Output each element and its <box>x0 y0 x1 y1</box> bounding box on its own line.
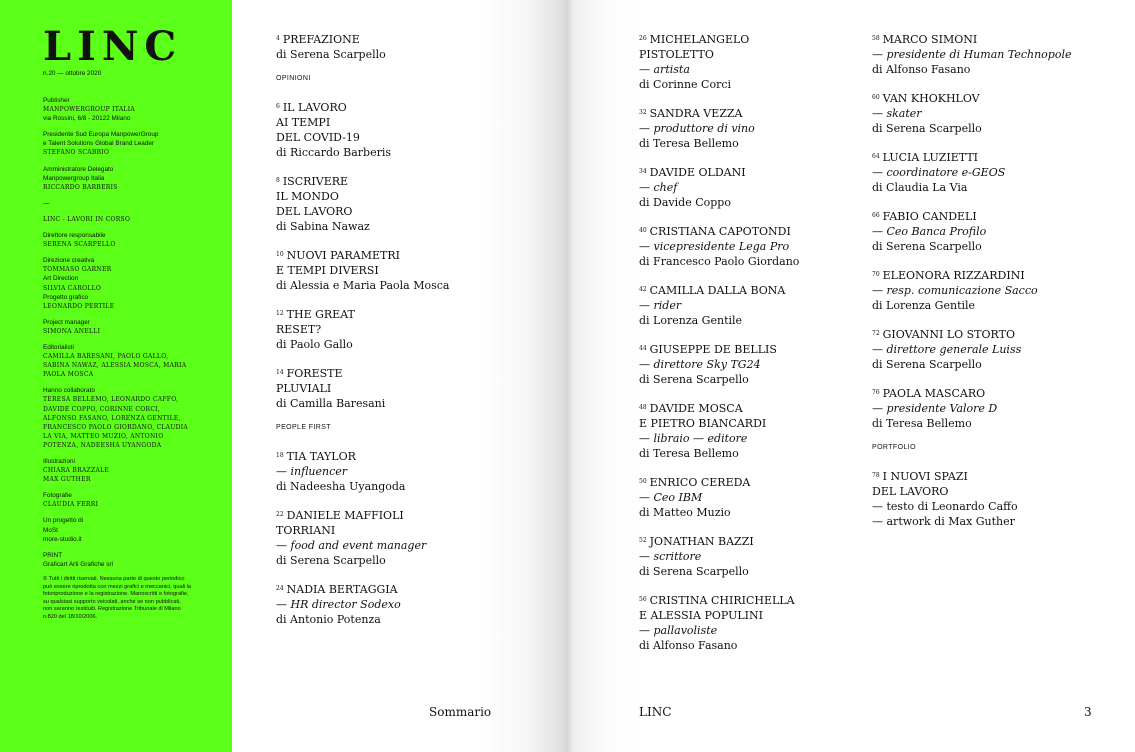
toc-entry[interactable] <box>872 469 1102 529</box>
toc-title-text: VAN KHOKHLOV <box>882 92 980 105</box>
toc-title-text: MARCO SIMONI <box>882 33 978 46</box>
toc-entry-byline: di Serena Scarpello <box>639 373 749 386</box>
toc-entry-role: — libraio — editore <box>639 432 748 445</box>
toc-entry-byline: di Matteo Muzio <box>639 506 731 519</box>
colophon-line: RICCARDO BARBERIS <box>43 183 118 191</box>
toc-entry-title <box>639 342 859 357</box>
toc-entry-role: — Ceo IBM <box>639 491 703 504</box>
footer-section-label: Sommario <box>429 705 492 719</box>
toc-entry[interactable] <box>639 165 859 210</box>
toc-entry-title <box>276 307 516 337</box>
magazine-logo: LINC <box>43 23 183 70</box>
colophon-line: Direzione creativa <box>43 257 95 265</box>
colophon-line: CAMILLA BARESANI, PAOLO GALLO, <box>43 353 169 361</box>
colophon-line: LA VIA, MATTEO MUZIO, ANTONIO <box>43 432 164 440</box>
toc-title-text: LUCIA LUZIETTI <box>882 151 979 164</box>
toc-title-text: DAVIDE OLDANI <box>649 166 746 179</box>
toc-entry-role: — direttore Sky TG24 <box>639 358 761 371</box>
colophon-line: PAOLA MOSCA <box>43 371 94 379</box>
toc-entry-byline: di Riccardo Barberis <box>276 146 392 159</box>
colophon-block <box>43 491 193 509</box>
colophon-block <box>43 318 193 336</box>
page-gutter <box>566 0 574 752</box>
toc-page-number: 44 <box>639 345 647 352</box>
toc-entry[interactable] <box>276 32 516 62</box>
toc-entry-title <box>872 327 1102 342</box>
toc-entry-role: — scrittore <box>639 550 702 563</box>
toc-entry[interactable] <box>276 174 516 234</box>
toc-title-text: ISCRIVERE IL MONDO DEL LAVORO <box>276 175 353 218</box>
toc-page-number: 42 <box>639 286 647 293</box>
toc-page-number: 24 <box>276 585 284 592</box>
colophon-block <box>43 256 193 311</box>
toc-entry-role: — influencer <box>276 465 348 478</box>
colophon-line: Manpowergroup Italia <box>43 174 105 182</box>
toc-title-text: PREFAZIONE <box>282 33 360 46</box>
toc-entry[interactable] <box>639 342 859 387</box>
toc-entry[interactable] <box>872 32 1102 77</box>
toc-page-number: 66 <box>872 212 880 219</box>
toc-entry-title <box>276 508 516 538</box>
toc-entry-title <box>872 386 1102 401</box>
colophon-line: Project manager <box>43 318 90 326</box>
toc-title-text: SANDRA VEZZA <box>649 107 743 120</box>
toc-entry-byline: di Sabina Nawaz <box>276 220 370 233</box>
toc-title-text: CRISTIANA CAPOTONDI <box>649 225 791 238</box>
toc-page-number: 12 <box>276 310 284 317</box>
colophon-line: CHIARA BRAZZALE <box>43 467 110 475</box>
toc-entry-byline: di Teresa Bellemo <box>639 137 739 150</box>
toc-entry-role: — presidente di Human Technopole <box>872 48 1072 61</box>
toc-title-text: DANIELE MAFFIOLI TORRIANI <box>276 509 404 537</box>
colophon-line: Amministratore Delegato <box>43 165 114 173</box>
toc-title-text: NADIA BERTAGGIA <box>286 583 398 596</box>
colophon-panel <box>0 0 232 752</box>
colophon-block <box>43 516 193 543</box>
toc-section-heading: OPINIONI <box>276 75 311 82</box>
toc-column-2 <box>639 32 859 667</box>
toc-entry-title <box>276 174 516 219</box>
colophon-line: PRINT <box>43 551 63 559</box>
toc-entry-byline: di Lorenza Gentile <box>872 299 976 312</box>
toc-entry-title <box>872 469 1102 499</box>
toc-entry[interactable] <box>276 508 516 568</box>
toc-entry-title <box>276 582 516 597</box>
colophon-line: — <box>43 199 50 207</box>
toc-entry-title <box>639 283 859 298</box>
toc-entry-role: — chef <box>639 181 678 194</box>
toc-title-text: GIOVANNI LO STORTO <box>882 328 1015 341</box>
toc-entry-role: — food and event manager <box>276 539 427 552</box>
toc-page-number: 64 <box>872 153 880 160</box>
toc-entry-title <box>639 593 859 623</box>
toc-entry-title <box>639 401 859 431</box>
toc-entry-byline: di Paolo Gallo <box>276 338 353 351</box>
toc-page-number: 26 <box>639 35 647 42</box>
colophon-line: Illustrazioni <box>43 458 75 465</box>
toc-entry-role: — resp. comunicazione Sacco <box>872 284 1038 297</box>
toc-page-number: 14 <box>276 369 284 376</box>
toc-title-text: IL LAVORO AI TEMPI DEL COVID-19 <box>276 101 360 144</box>
toc-entry-role: — Ceo Banca Profilo <box>872 225 987 238</box>
toc-entry-byline: di Nadeesha Uyangoda <box>276 480 406 493</box>
toc-entry[interactable] <box>276 582 516 627</box>
toc-page-number: 8 <box>276 177 280 184</box>
toc-entry-byline: di Serena Scarpello <box>872 122 982 135</box>
colophon-line: Direttore responsabile <box>43 232 106 240</box>
toc-entry-role: — artista <box>639 63 690 76</box>
colophon-block <box>43 457 193 484</box>
colophon-line: MAX GUTHER <box>43 476 91 484</box>
toc-title-text: ELEONORA RIZZARDINI <box>882 269 1025 282</box>
colophon-credits <box>43 96 193 629</box>
colophon-line: LEONARDO PERTILE <box>43 302 115 310</box>
toc-entry[interactable] <box>872 327 1102 372</box>
toc-entry[interactable] <box>872 150 1102 195</box>
colophon-line: SABINA NAWAZ, ALESSIA MOSCA, MARIA <box>43 362 187 370</box>
toc-entry-title <box>276 248 516 278</box>
colophon-line: more-studio.it <box>43 535 82 543</box>
toc-page-number: 48 <box>639 404 647 411</box>
colophon-line: Graficart Arti Grafiche srl <box>43 560 113 568</box>
toc-page-number: 60 <box>872 94 880 101</box>
colophon-line: SERENA SCARPELLO <box>43 241 116 249</box>
toc-title-text: ENRICO CEREDA <box>649 476 751 489</box>
toc-page-number: 70 <box>872 271 880 278</box>
colophon-line: Presidente Sud Europa ManpowerGroup <box>43 131 159 139</box>
toc-title-text: FABIO CANDELI <box>882 210 977 223</box>
toc-entry-byline: di Davide Coppo <box>639 196 731 209</box>
colophon-line: TOMMASO GARNER <box>43 266 112 274</box>
toc-entry-byline: di Serena Scarpello <box>276 48 386 61</box>
toc-entry-byline: di Camilla Baresani <box>276 397 386 410</box>
colophon-line: CLAUDIA FERRI <box>43 501 99 509</box>
colophon-line: DAVIDE COPPO, CORINNE CORCI, <box>43 405 161 413</box>
toc-entry-title <box>276 366 516 396</box>
toc-page-number: 56 <box>639 596 647 603</box>
toc-entry-role: — vicepresidente Lega Pro <box>639 240 790 253</box>
colophon-block <box>43 96 193 123</box>
toc-title-text: CRISTINA CHIRICHELLA E ALESSIA POPULINI <box>639 594 795 622</box>
colophon-line: TERESA BELLEMO, LEONARDO CAFFO, <box>43 396 179 404</box>
toc-entry[interactable] <box>639 593 859 653</box>
issue-line: n.20 — ottobre 2020 <box>43 70 102 77</box>
toc-entry-title <box>639 165 859 180</box>
toc-entry-byline: di Antonio Potenza <box>276 613 381 626</box>
colophon-block <box>43 215 193 224</box>
colophon-line: POTENZA, NADEESHA UYANGODA <box>43 441 162 449</box>
toc-page-number: 52 <box>639 537 647 544</box>
colophon-line: Un progetto di <box>43 517 84 525</box>
toc-entry-byline: di Alfonso Fasano <box>639 639 738 652</box>
toc-entry[interactable] <box>639 106 859 151</box>
page-number: 3 <box>1084 705 1092 719</box>
colophon-block <box>43 551 193 569</box>
toc-entry-role: — HR director Sodexo <box>276 598 401 611</box>
toc-entry[interactable] <box>276 307 516 352</box>
copyright-notice: © Tutti i diritti riservati. Nessuna parte di questo periodico può essere riprodotta con mezzi grafici e meccanici, quali la fotoriproduzione e la registrazione. Manoscritti e fotografie, su qualsiasi supporto veicolati, anche se non pubblicati, non saranno restituiti. Registrazione Tribunale di Milano n.820 del 18/10/2006. <box>43 575 191 620</box>
toc-entry-title <box>872 150 1102 165</box>
toc-entry-byline: di Teresa Bellemo <box>872 417 972 430</box>
toc-title-text: I NUOVI SPAZI DEL LAVORO <box>872 470 968 498</box>
toc-section-heading: PORTFOLIO <box>872 444 916 451</box>
toc-entry[interactable] <box>639 283 859 328</box>
colophon-block <box>43 576 193 622</box>
toc-entry[interactable] <box>639 534 859 579</box>
toc-entry-title <box>276 449 516 464</box>
colophon-line: Publisher <box>43 97 70 104</box>
toc-entry[interactable] <box>276 449 516 494</box>
toc-entry-byline: di Corinne Corci <box>639 78 732 91</box>
toc-page-number: 34 <box>639 168 647 175</box>
toc-title-text: GIUSEPPE DE BELLIS <box>649 343 777 356</box>
toc-title-text: DAVIDE MOSCA E PIETRO BIANCARDI <box>639 402 767 430</box>
colophon-block <box>43 199 193 208</box>
toc-page-number: 50 <box>639 478 647 485</box>
toc-entry-title <box>276 32 516 47</box>
colophon-line: Hanno collaborato <box>43 387 95 395</box>
toc-title-text: TIA TAYLOR <box>286 450 356 463</box>
toc-entry-byline: di Serena Scarpello <box>872 358 982 371</box>
colophon-block <box>43 386 193 450</box>
toc-page-number: 72 <box>872 330 880 337</box>
toc-entry[interactable] <box>639 401 859 461</box>
toc-page-number: 22 <box>276 511 284 518</box>
toc-entry[interactable] <box>276 366 516 411</box>
toc-entry-byline: di Serena Scarpello <box>639 565 749 578</box>
toc-entry-role: — produttore di vino <box>639 122 755 135</box>
toc-title-text: CAMILLA DALLA BONA <box>649 284 786 297</box>
toc-entry-role: — presidente Valore D <box>872 402 998 415</box>
colophon-line: SILVIA CAROLLO <box>43 284 102 292</box>
toc-entry-title <box>639 106 859 121</box>
toc-entry-byline: di Serena Scarpello <box>276 554 386 567</box>
toc-title-text: MICHELANGELO PISTOLETTO <box>639 33 750 61</box>
toc-entry-role: — direttore generale Luiss <box>872 343 1022 356</box>
colophon-block <box>43 343 193 379</box>
toc-entry-byline: di Alfonso Fasano <box>872 63 971 76</box>
toc-entry-role: — coordinatore e-GEOS <box>872 166 1006 179</box>
toc-entry-title <box>639 32 859 62</box>
colophon-line: MANPOWERGROUP ITALIA <box>43 106 136 114</box>
colophon-line: FRANCESCO PAOLO GIORDANO, CLAUDIA <box>43 423 189 431</box>
colophon-block <box>43 130 193 157</box>
colophon-line: MoSt <box>43 526 58 534</box>
colophon-line: STEFANO SCABBIO <box>43 149 110 157</box>
toc-title-text: THE GREAT RESET? <box>276 308 355 336</box>
toc-entry[interactable] <box>639 475 859 520</box>
toc-column-1 <box>276 32 516 641</box>
toc-page-number: 32 <box>639 109 647 116</box>
colophon-line: Progetto grafico <box>43 293 89 301</box>
colophon-line: Fotografie <box>43 492 72 500</box>
toc-entry-title <box>872 32 1102 47</box>
toc-title-text: NUOVI PARAMETRI E TEMPI DIVERSI <box>276 249 400 277</box>
colophon-line: via Rossini, 6/8 - 20122 Milano <box>43 115 131 123</box>
toc-page-number: 18 <box>276 452 284 459</box>
toc-page-number: 6 <box>276 103 280 110</box>
toc-entry-byline: di Lorenza Gentile <box>639 314 743 327</box>
toc-entry-byline: di Teresa Bellemo <box>639 447 739 460</box>
toc-entry-byline: di Serena Scarpello <box>872 240 982 253</box>
toc-entry-role: — skater <box>872 107 922 120</box>
toc-entry-role: — rider <box>639 299 682 312</box>
toc-entry[interactable] <box>872 91 1102 136</box>
toc-entry[interactable] <box>276 248 516 293</box>
toc-page-number: 40 <box>639 227 647 234</box>
colophon-line: e Talent Solutions Global Brand Leader <box>43 140 155 148</box>
toc-entry[interactable] <box>872 268 1102 313</box>
colophon-line: Art Direction <box>43 275 79 283</box>
colophon-line: ALFONSO FASANO, LORENZA GENTILE, <box>43 414 181 422</box>
colophon-block <box>43 231 193 249</box>
toc-column-3 <box>872 32 1102 543</box>
colophon-line: LINC - LAVORI IN CORSO <box>43 215 131 223</box>
toc-page-number: 10 <box>276 251 284 258</box>
toc-entry[interactable] <box>276 100 516 160</box>
toc-entry-title <box>872 91 1102 106</box>
toc-entry-byline: di Francesco Paolo Giordano <box>639 255 800 268</box>
toc-entry-byline: di Alessia e Maria Paola Mosca <box>276 279 450 292</box>
toc-entry[interactable] <box>639 224 859 269</box>
colophon-block <box>43 165 193 192</box>
colophon-line: SIMONA ANELLI <box>43 327 101 335</box>
toc-title-text: PAOLA MASCARO <box>882 387 986 400</box>
toc-page-number: 76 <box>872 389 880 396</box>
toc-title-text: JONATHAN BAZZI <box>649 535 754 548</box>
toc-entry-title <box>639 534 859 549</box>
toc-entry-title <box>872 209 1102 224</box>
toc-entry-byline: — testo di Leonardo Caffo — artwork di Max Guther <box>872 500 1018 528</box>
toc-entry-title <box>872 268 1102 283</box>
toc-entry[interactable] <box>639 32 859 92</box>
toc-entry-title <box>639 475 859 490</box>
toc-title-text: FORESTE PLUVIALI <box>276 367 343 395</box>
toc-page-number: 4 <box>276 35 280 42</box>
toc-page-number: 58 <box>872 35 880 42</box>
colophon-line: Editorialisti <box>43 343 74 351</box>
toc-section-heading: PEOPLE FIRST <box>276 424 331 431</box>
toc-entry[interactable] <box>872 386 1102 431</box>
toc-entry-title <box>639 224 859 239</box>
toc-entry-byline: di Claudia La Via <box>872 181 968 194</box>
footer-magazine-name: LINC <box>639 705 672 719</box>
toc-entry[interactable] <box>872 209 1102 254</box>
toc-entry-role: — pallavoliste <box>639 624 718 637</box>
toc-page-number: 78 <box>872 472 880 479</box>
toc-entry-title <box>276 100 516 145</box>
